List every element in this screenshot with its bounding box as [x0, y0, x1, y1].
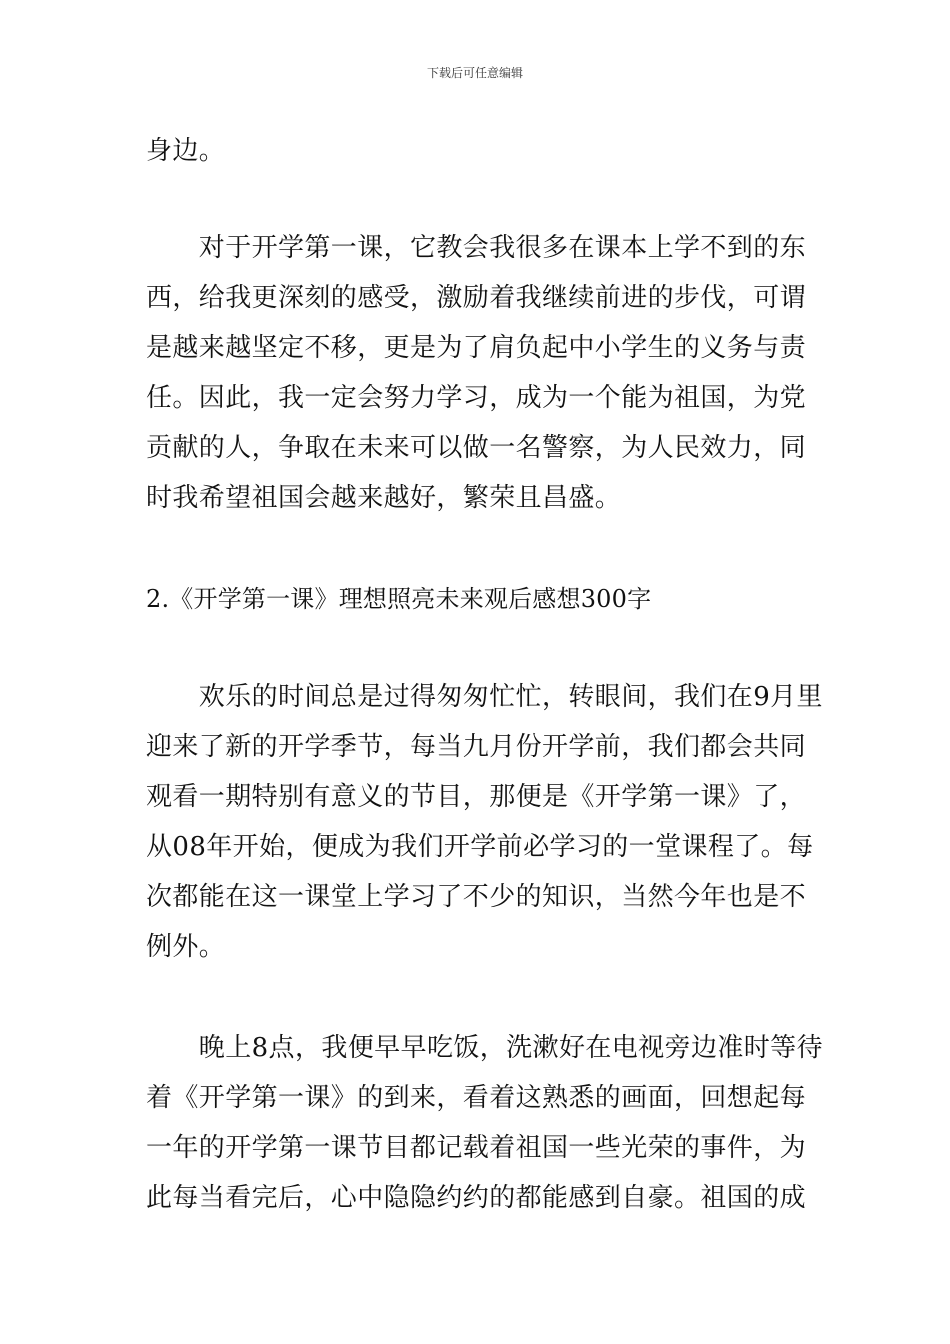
text-line: 一年的开学第一课节目都记载着祖国一些光荣的事件，为: [146, 1133, 807, 1163]
text-line: 观看一期特别有意义的节目，那便是《开学第一课》了，: [146, 782, 807, 812]
text-line: 任。因此，我一定会努力学习，成为一个能为祖国，为党: [146, 383, 807, 413]
text-line: 身边。: [146, 136, 226, 166]
text-line: 次都能在这一课堂上学习了不少的知识，当然今年也是不: [146, 882, 807, 912]
text-line: 晚上8点，我便早早吃饭，洗漱好在电视旁边准时等待: [146, 1033, 823, 1063]
section-heading: 2.《开学第一课》理想照亮未来观后感想300字: [146, 585, 652, 613]
text-line: 此每当看完后，心中隐隐约约的都能感到自豪。祖国的成: [146, 1183, 807, 1213]
text-line: 贡献的人，争取在未来可以做一名警察，为人民效力，同: [146, 433, 807, 463]
text-line: 例外。: [146, 932, 226, 962]
text-line: 西，给我更深刻的感受，激励着我继续前进的步伐，可谓: [146, 283, 807, 313]
text-line: 从08年开始，便成为我们开学前必学习的一堂课程了。每: [146, 832, 814, 862]
text-line: 着《开学第一课》的到来，看着这熟悉的画面，回想起每: [146, 1083, 807, 1113]
text-line: 欢乐的时间总是过得匆匆忙忙，转眼间，我们在9月里: [146, 682, 823, 712]
text-line: 迎来了新的开学季节，每当九月份开学前，我们都会共同: [146, 732, 807, 762]
text-line: 时我希望祖国会越来越好，繁荣且昌盛。: [146, 483, 622, 513]
text-line: 对于开学第一课，它教会我很多在课本上学不到的东: [146, 233, 807, 263]
text-line: 是越来越坚定不移，更是为了肩负起中小学生的义务与责: [146, 333, 807, 363]
page-header-note: 下载后可任意编辑: [426, 66, 523, 80]
